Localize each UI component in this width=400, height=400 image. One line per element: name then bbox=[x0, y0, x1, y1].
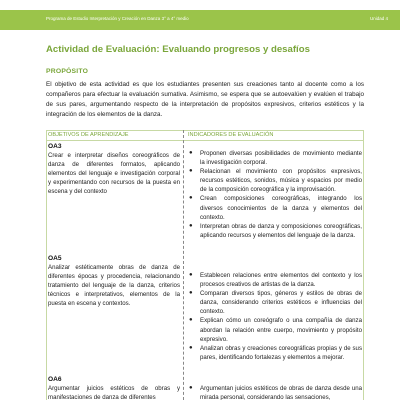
bullet-icon: ● bbox=[189, 222, 193, 229]
list-item: ● Explican cómo un coreógrafo o una compañía de danza abordan la relación entre cuerpo, movimiento y propósito expresivo. bbox=[189, 317, 362, 343]
page-header bbox=[0, 0, 400, 35]
purpose-text: El objetivo de esta actividad es que los estudiantes presenten sus creaciones tanto al docente como a los compañeros para efectuar la evaluación sumativa. Asimismo, se espera que se autoevalúen y evalúen el trabajo de sus pares, argumentando respecto de la interpretación de propósitos expresivos, criterios estéticos y la integración de los elementos de la danza. bbox=[46, 81, 364, 119]
list-item: ● Argumentan juicios estéticos de obras de danza desde una mirada personal, considerando las sensaciones, bbox=[189, 385, 362, 400]
table-row-oa6-indicators bbox=[188, 384, 362, 400]
bullet-icon: ● bbox=[189, 385, 193, 391]
unit-label: Unidad 4 bbox=[369, 16, 388, 21]
table-column-divider bbox=[183, 130, 184, 400]
table-row-oa5-indicators bbox=[188, 271, 362, 362]
bullet-icon: ● bbox=[189, 272, 193, 278]
oa-code: OA3 bbox=[48, 143, 62, 150]
bullet-icon: ● bbox=[189, 150, 193, 156]
table-row-oa6-objective bbox=[48, 375, 180, 400]
list-item: ● Proponen diversas posibilidades de movimiento mediante la investigación corporal. bbox=[189, 150, 362, 167]
oa-text: Crear e interpretar diseños coreográficos de danza de diferentes formatos, aplicando elementos del lenguaje e investigación corporal y experimentando con recursos de la puesta en escena y del contexto bbox=[48, 152, 180, 196]
bullet-icon: ● bbox=[189, 168, 193, 175]
bullet-icon: ● bbox=[189, 195, 193, 202]
bullet-icon: ● bbox=[189, 290, 193, 297]
column-header-indicators: INDICADORES DE EVALUACIÓN bbox=[188, 132, 274, 138]
table-row-oa5-objective bbox=[48, 254, 180, 308]
program-title: Programa de Estudio Interpretación y Creación en Danza 3° a 4° medio bbox=[46, 16, 189, 21]
list-item: ● Crean composiciones coreográficas, integrando los diversos conocimientos de la danza y elementos del contexto. bbox=[189, 195, 362, 221]
list-item: ● Comparan diversos tipos, géneros y estilos de obras de danza, considerando criterios estéticos e influencias del contexto. bbox=[189, 290, 362, 316]
list-item: ● Relacionan el movimiento con propósitos expresivos, recursos estéticos, sonidos, música y espacios por medio de la composición coreográfica y la improvisación. bbox=[189, 168, 362, 194]
table-row-oa3-objective bbox=[48, 142, 180, 196]
table-row-oa3-indicators bbox=[188, 149, 362, 240]
objectives-table bbox=[46, 130, 364, 400]
oa-text: Argumentar juicios estéticos de obras y manifestaciones de danza de diferentes bbox=[48, 385, 180, 400]
oa-code: OA5 bbox=[48, 255, 62, 262]
bullet-icon: ● bbox=[189, 317, 193, 324]
activity-title: Actividad de Evaluación: Evaluando progresos y desafíos bbox=[46, 44, 310, 55]
bullet-icon: ● bbox=[189, 344, 193, 351]
column-header-objectives: OBJETIVOS DE APRENDIZAJE bbox=[48, 132, 129, 138]
table-header-divider bbox=[46, 140, 364, 141]
list-item: ● Establecen relaciones entre elementos del contexto y los procesos creativos de artistas de la danza. bbox=[189, 272, 362, 289]
list-item: ● Analizan obras y creaciones coreográficas propias y de sus pares, identificando fortalezas y elementos a mejorar. bbox=[189, 344, 362, 361]
oa-text: Analizar estéticamente obras de danza de diferentes épocas y procedencia, relacionando tratamiento del lenguaje de la danza, criterios técnicos e interpretativos, elementos de la puesta en escena y contextos. bbox=[48, 264, 180, 308]
oa-code: OA6 bbox=[48, 376, 62, 383]
list-item: ● Interpretan obras de danza y composiciones coreográficas, aplicando recursos y elementos del lenguaje de la danza. bbox=[189, 222, 362, 239]
purpose-heading: PROPÓSITO bbox=[46, 68, 89, 75]
